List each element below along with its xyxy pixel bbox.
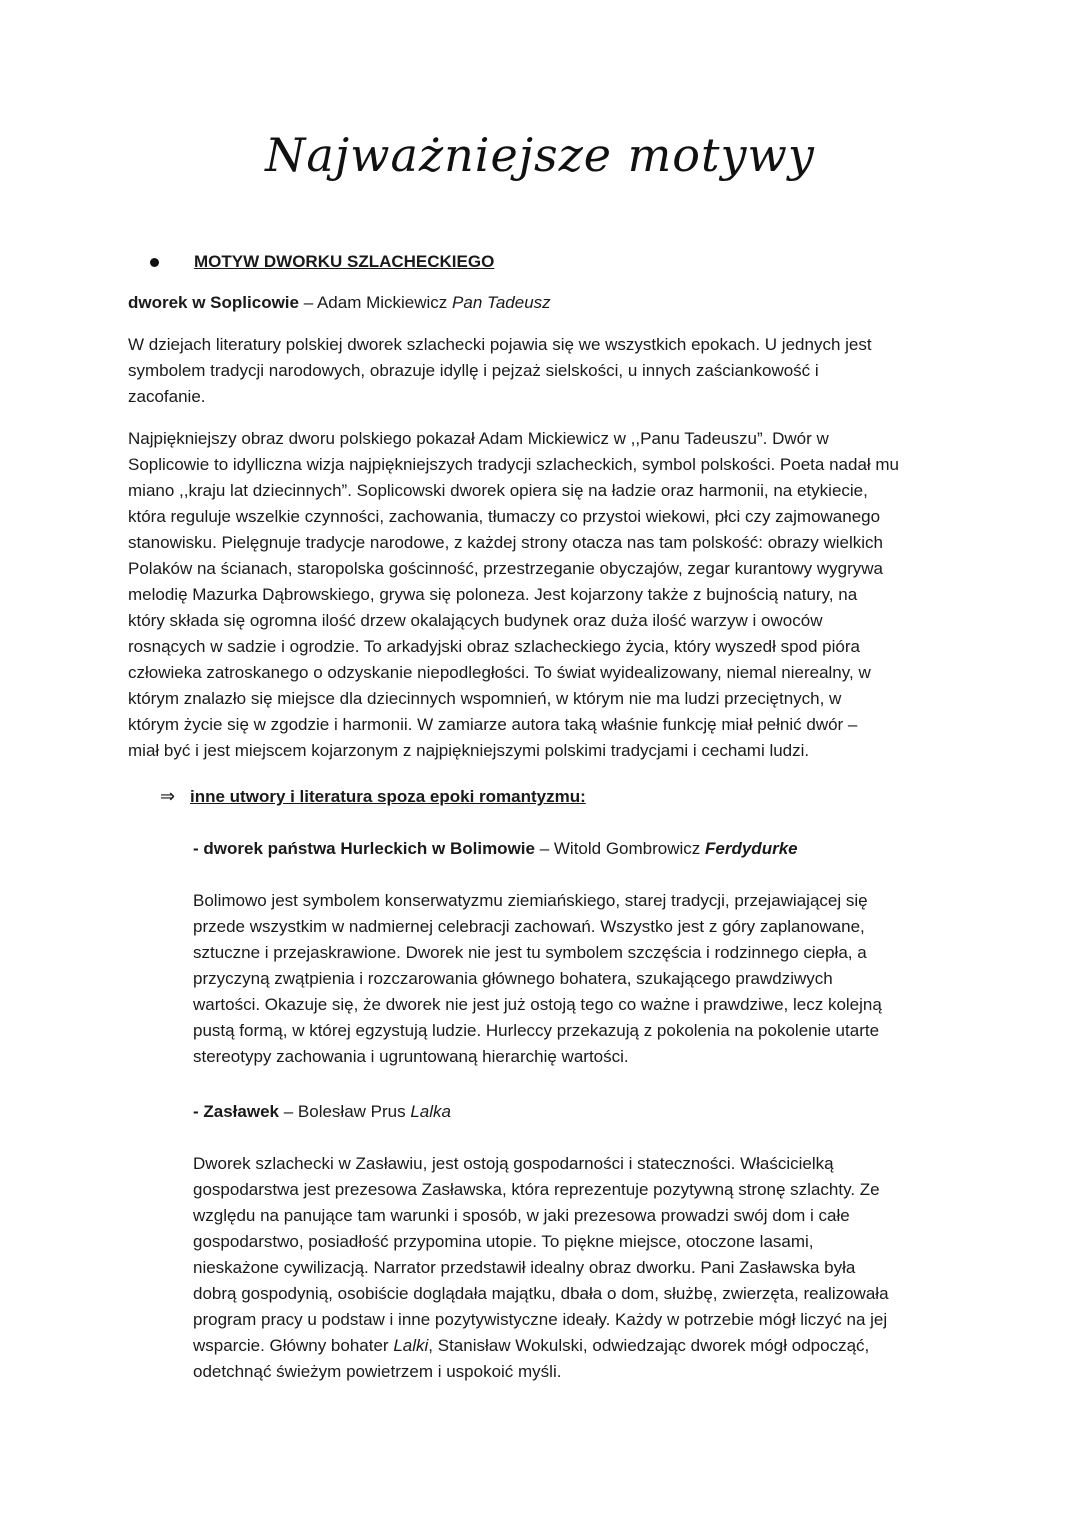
paragraph-line: względu na panujące tam warunki i sposób, w jaki prezesowa prowadzi swój dom i całe xyxy=(193,1206,850,1225)
paragraph-line: zacofanie. xyxy=(128,387,206,406)
paragraph-line: nieskażone cywilizacją. Narrator przedstawił idealny obraz dworku. Pani Zasławska była xyxy=(193,1258,856,1277)
work2-paragraph xyxy=(193,1151,889,1385)
paragraph-line: człowieka zatroskanego o odzyskanie niepodległości. To świat wyidealizowany, niemal nierealny, w xyxy=(128,663,871,682)
work2-dash: – Bolesław Prus xyxy=(279,1102,411,1121)
line-text: , Stanisław Wokulski, odwiedzając dworek mógł odpocząć, xyxy=(428,1336,870,1355)
paragraph-line: odetchnąć świeżym powietrzem i uspokoić myśli. xyxy=(193,1362,562,1381)
paragraph-line: symbolem tradycji narodowych, obrazuje idyllę i pejzaż sielskości, u innych zaściankowość i xyxy=(128,361,819,380)
bullet-icon xyxy=(150,258,159,267)
paragraph-line: którym znalazło się miejsce dla dziecinnych wspomnień, w którym nie ma ludzi przeciętnych, w xyxy=(128,689,842,708)
line-text: wsparcie. Główny bohater xyxy=(193,1336,394,1355)
work2-title: Lalka xyxy=(410,1102,451,1121)
work1-place: - dworek państwa Hurleckich w Bolimowie xyxy=(193,839,535,858)
paragraph-line: która reguluje wszelkie czynności, zachowania, tłumaczy co przystoi wiekowi, płci czy zajmowanego xyxy=(128,507,881,526)
subheading-place: dworek w Soplicowie xyxy=(128,293,299,312)
paragraph-line: program pracy u podstaw i inne pozytywistyczne ideały. Każdy w potrzebie mógł liczyć na jej xyxy=(193,1310,888,1329)
lalki-italic: Lalki xyxy=(393,1336,429,1355)
page-title: Najważniejsze motywy xyxy=(265,128,815,182)
section-heading: MOTYW DWORKU SZLACHECKIEGO xyxy=(194,252,495,271)
other-works-row xyxy=(160,786,586,807)
paragraph-line: gospodarstwo, posiadłość przypomina utopie. To piękne miejsce, otoczone lasami, xyxy=(193,1232,814,1251)
subheading-soplicowo xyxy=(128,290,551,316)
paragraph-line: wartości. Okazuje się, że dworek nie jest już ostoją tego co ważne i prawdziwe, lecz kolejną xyxy=(193,995,882,1014)
paragraph-line: pustą formą, w której egzystują ludzie. Hurleccy przekazują z pokolenia na pokolenie utarte xyxy=(193,1021,880,1040)
subheading-dash: – Adam Mickiewicz xyxy=(298,293,453,312)
paragraph-line: miał być i jest miejscem kojarzonym z najpiękniejszymi polskimi tradycjami i cechami ludzi. xyxy=(128,741,810,760)
paragraph-line: stereotypy zachowania i ugruntowaną hierarchię wartości. xyxy=(193,1047,629,1066)
work2-place: - Zasławek xyxy=(193,1102,279,1121)
paragraph-line: Bolimowo jest symbolem konserwatyzmu ziemiańskiego, starej tradycji, przejawiającej się xyxy=(193,891,868,910)
paragraph-line: przyczyną zwątpienia i rozczarowania głównego bohatera, szukającego prawdziwych xyxy=(193,969,833,988)
paragraph-line: W dziejach literatury polskiej dworek szlachecki pojawia się we wszystkich epokach. U jednych jest xyxy=(128,335,872,354)
work1-paragraph xyxy=(193,888,882,1070)
paragraph-soplicowo xyxy=(128,426,899,764)
work1-dash: – Witold Gombrowicz xyxy=(534,839,706,858)
paragraph-line: Najpiękniejszy obraz dworu polskiego pokazał Adam Mickiewicz w ,,Panu Tadeuszu”. Dwór w xyxy=(128,429,829,448)
right-double-arrow-icon: ⇒ xyxy=(160,786,176,806)
paragraph-intro xyxy=(128,332,872,410)
paragraph-line: sztuczne i przejaskrawione. Dworek nie jest tu symbolem szczęścia i rodzinnego ciepła, a xyxy=(193,943,867,962)
subheading-work: Pan Tadeusz xyxy=(452,293,551,312)
paragraph-line: Polaków na ścianach, staropolska gościnność, przestrzeganie obyczajów, zegar kurantowy wygrywa xyxy=(128,559,883,578)
paragraph-line: Soplicowie to idylliczna wizja najpiękniejszych tradycji szlacheckich, symbol polskości. Poeta nadał mu xyxy=(128,455,900,474)
other-works-heading: inne utwory i literatura spoza epoki romantyzmu: xyxy=(190,787,586,806)
work2-heading xyxy=(193,1099,451,1125)
work1-title: Ferdydurke xyxy=(705,839,798,858)
paragraph-line: miano ,,kraju lat dziecinnych”. Soplicowski dworek opiera się na ładzie oraz harmonii, na etykiecie, xyxy=(128,481,868,500)
paragraph-line: melodię Mazurka Dąbrowskiego, grywa się poloneza. Jest kojarzony także z bujnością natury, na xyxy=(128,585,858,604)
paragraph-line: którym życie się w zgodzie i harmonii. W zamiarze autora taką właśnie funkcję miał pełnić dwór – xyxy=(128,715,858,734)
paragraph-line: przede wszystkim w nadmiernej celebracji zachowań. Wszystko jest z góry zaplanowane, xyxy=(193,917,865,936)
paragraph-line: rosnących w sadzie i ogrodzie. To arkadyjski obraz szlacheckiego życia, który wyszedł spod pióra xyxy=(128,637,860,656)
paragraph-line: dobrą gospodynią, osobiście doglądała majątku, dbała o dom, służbę, zwierzęta, realizowała xyxy=(193,1284,889,1303)
paragraph-line: stanowisku. Pielęgnuje tradycje narodowe, z każdej strony otacza nas tam polskość: obrazy wielkich xyxy=(128,533,883,552)
paragraph-line xyxy=(193,1333,889,1359)
paragraph-line: Dworek szlachecki w Zasławiu, jest ostoją gospodarności i stateczności. Właścicielką xyxy=(193,1154,834,1173)
paragraph-line: który składa się ogromna ilość drzew okalających budynek oraz duża ilość warzyw i owoców xyxy=(128,611,823,630)
work1-heading xyxy=(193,836,798,862)
paragraph-line: gospodarstwa jest prezesowa Zasławska, która reprezentuje pozytywną stronę szlachty. Ze xyxy=(193,1180,880,1199)
